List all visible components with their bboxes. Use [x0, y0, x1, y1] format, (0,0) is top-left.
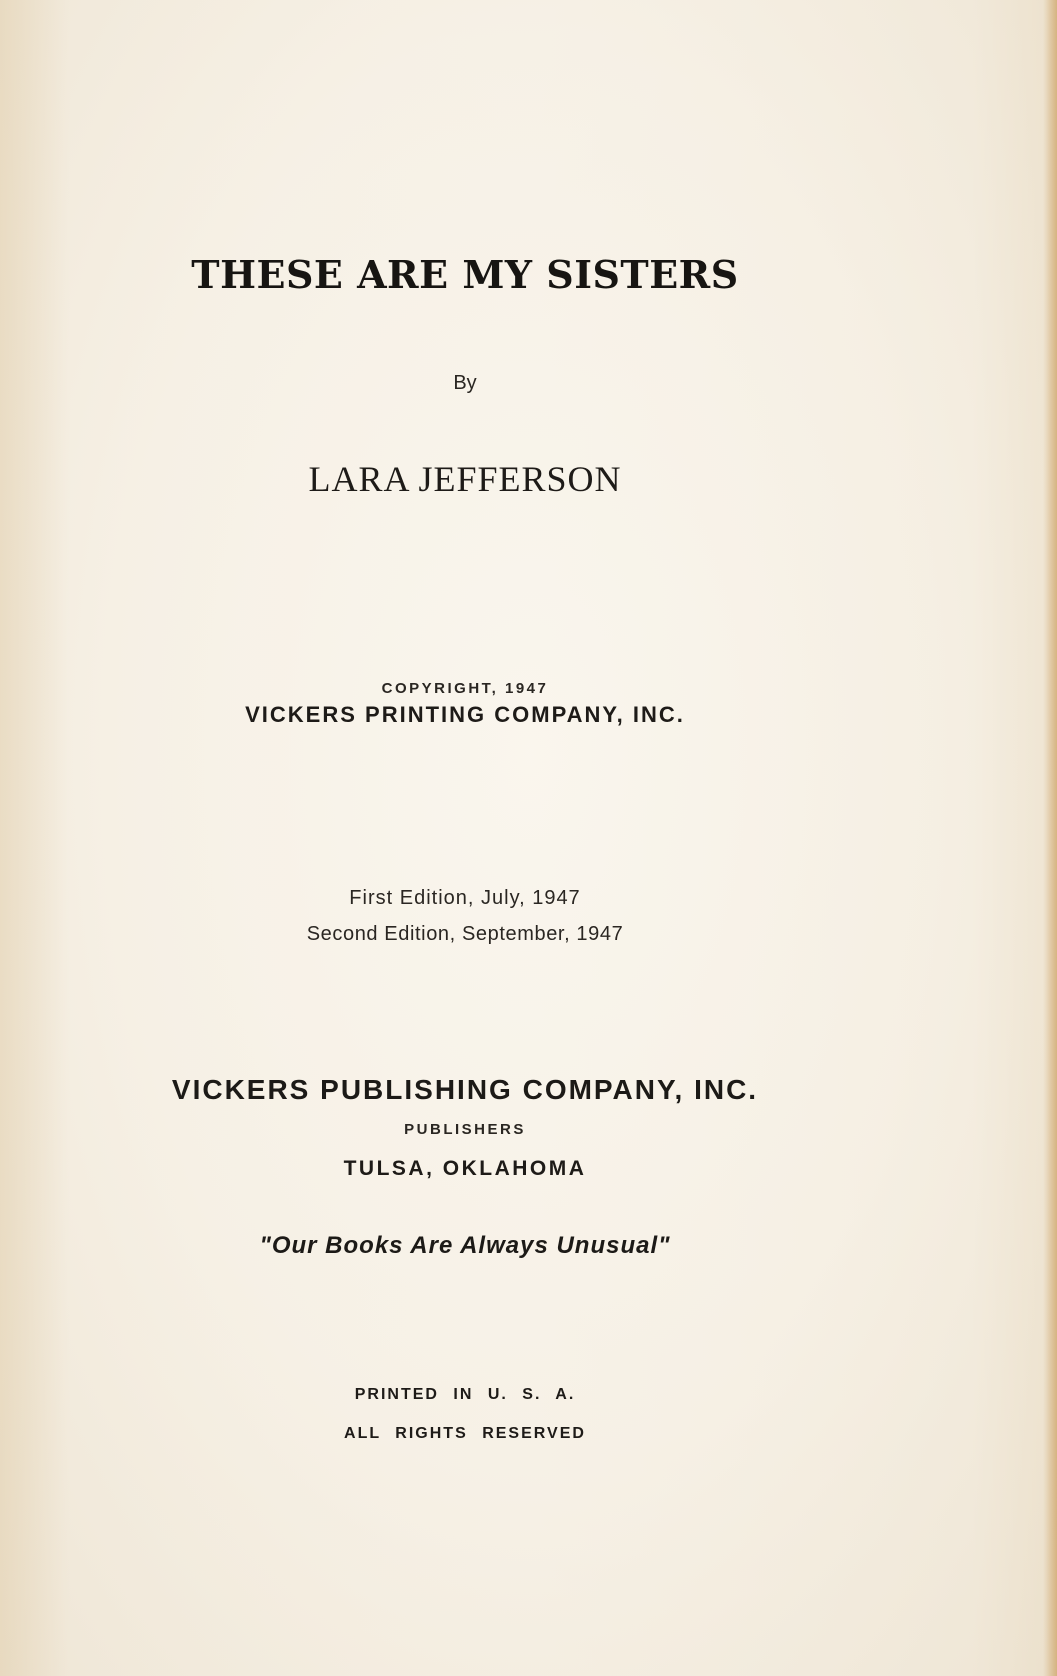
printer-name: VICKERS PRINTING COMPANY, INC.	[245, 702, 685, 727]
publisher-slogan: "Our Books Are Always Unusual"	[259, 1232, 671, 1259]
edition-first: First Edition, July, 1947	[349, 887, 581, 909]
rights-line: ALL RIGHTS RESERVED	[344, 1425, 586, 1442]
author-name: LARA JEFFERSON	[308, 459, 622, 499]
book-title: THESE ARE MY SISTERS	[191, 252, 739, 297]
printed-in-line: PRINTED IN U. S. A.	[354, 1386, 576, 1403]
byline-label: By	[453, 372, 477, 394]
edition-second: Second Edition, September, 1947	[306, 923, 624, 945]
copyright-line: COPYRIGHT, 1947	[381, 680, 549, 697]
publishers-label: PUBLISHERS	[404, 1121, 526, 1138]
publisher-city: TULSA, OKLAHOMA	[343, 1157, 587, 1180]
publisher-name: VICKERS PUBLISHING COMPANY, INC.	[171, 1074, 759, 1105]
